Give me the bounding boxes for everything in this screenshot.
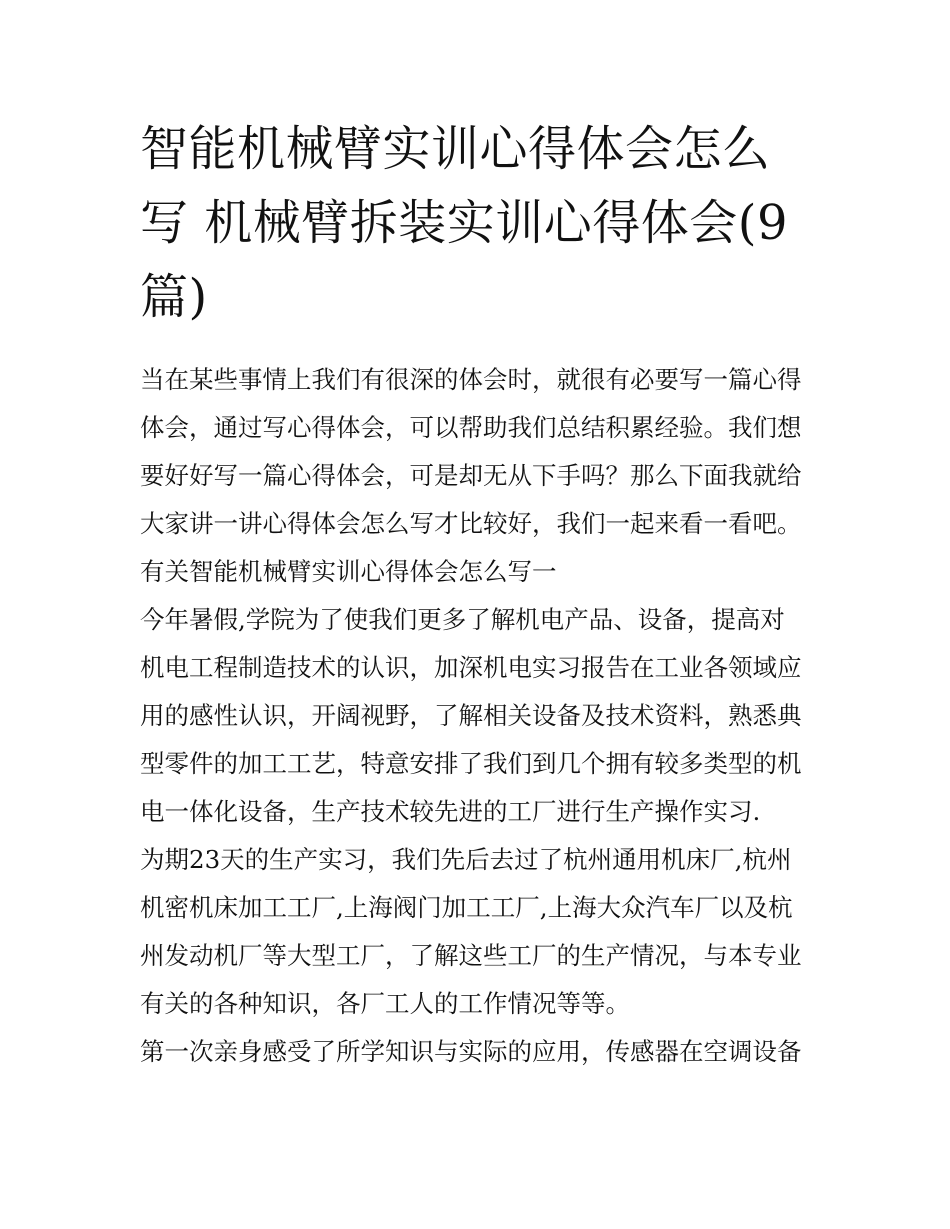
document-title	[140, 112, 830, 334]
para2-line-3: 州发动机厂等大型工厂，了解这些工厂的生产情况，与本专业	[140, 941, 802, 970]
para1-line-1: 今年暑假,学院为了使我们更多了解机电产品、设备，提高对	[140, 605, 785, 634]
para1-line-3: 用的感性认识，开阔视野，了解相关设备及技术资料，熟悉典	[140, 701, 802, 730]
intro-line-3: 要好好写一篇心得体会，可是却无从下手吗？那么下面我就给	[140, 461, 802, 490]
intro-line-4: 大家讲一讲心得体会怎么写才比较好，我们一起来看一看吧。	[140, 509, 802, 538]
intro-line-2: 体会，通过写心得体会，可以帮助我们总结积累经验。我们想	[140, 413, 802, 442]
para2-line-2: 机密机床加工工厂,上海阀门加工工厂,上海大众汽车厂以及杭	[140, 893, 793, 922]
para1-line-4: 型零件的加工工艺，特意安排了我们到几个拥有较多类型的机	[140, 749, 802, 778]
title-line-1: 智能机械臂实训心得体会怎么	[140, 121, 771, 177]
para2-line-1: 为期23天的生产实习，我们先后去过了杭州通用机床厂,杭州	[140, 845, 792, 874]
intro-line-1: 当在某些事情上我们有很深的体会时，就很有必要写一篇心得	[140, 365, 802, 394]
section-heading: 有关智能机械臂实训心得体会怎么写一	[140, 557, 557, 586]
paragraph-3	[140, 1028, 830, 1076]
document-body	[140, 356, 830, 1076]
para1-line-2: 机电工程制造技术的认识，加深机电实习报告在工业各领域应	[140, 653, 802, 682]
para1-line-5: 电一体化设备，生产技术较先进的工厂进行生产操作实习.	[140, 797, 761, 826]
title-line-2: 写 机械臂拆装实训心得体会(9	[140, 195, 789, 251]
paragraph-1	[140, 596, 830, 836]
para3-line-1: 第一次亲身感受了所学知识与实际的应用，传感器在空调设备	[140, 1037, 802, 1066]
paragraph-2	[140, 836, 830, 1028]
title-line-3: 篇)	[140, 269, 208, 325]
intro-paragraph	[140, 356, 830, 548]
para2-line-4: 有关的各种知识，各厂工人的工作情况等等。	[140, 989, 630, 1018]
